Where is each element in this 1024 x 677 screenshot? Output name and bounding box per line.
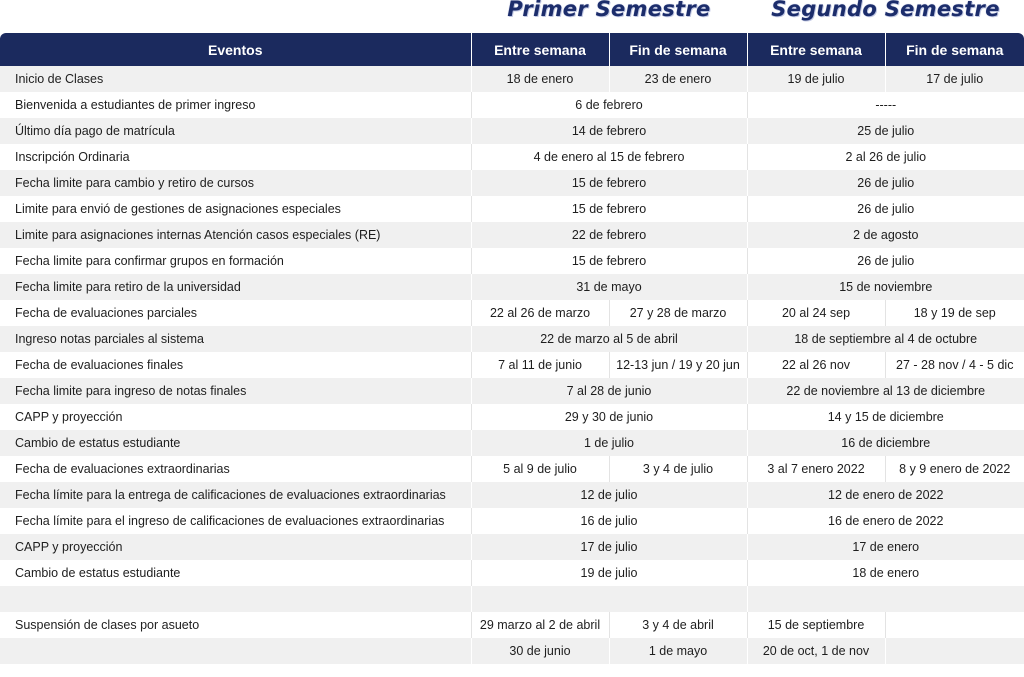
event-cell: Fecha limite para retiro de la universidad — [0, 274, 471, 300]
empty-cell — [747, 586, 1024, 612]
table-row — [0, 274, 1024, 300]
table-row — [0, 508, 1024, 534]
second-semester-title: Segundo Semestre — [771, 0, 1000, 21]
s1-date-cell: 22 de marzo al 5 de abril — [471, 326, 747, 352]
table-row — [0, 534, 1024, 560]
s1-weekend-cell: 23 de enero — [609, 66, 747, 92]
s1-date-cell: 14 de febrero — [471, 118, 747, 144]
s1-date-cell: 15 de febrero — [471, 170, 747, 196]
table-row — [0, 222, 1024, 248]
table-row — [0, 144, 1024, 170]
event-cell: CAPP y proyección — [0, 404, 471, 430]
spacer-row — [0, 586, 1024, 612]
event-cell: Limite para asignaciones internas Atención casos especiales (RE) — [0, 222, 471, 248]
table-row — [0, 378, 1024, 404]
suspension-date-cell — [885, 638, 1024, 664]
s2-weekend-cell: 27 - 28 nov / 4 - 5 dic — [885, 352, 1024, 378]
suspension-date-cell: 1 de mayo — [609, 638, 747, 664]
s2-date-cell: 16 de enero de 2022 — [747, 508, 1024, 534]
s2-date-cell: 26 de julio — [747, 196, 1024, 222]
empty-cell — [0, 586, 471, 612]
suspension-row — [0, 612, 1024, 638]
s2-weekend-cell: 18 y 19 de sep — [885, 300, 1024, 326]
s2-weekday-cell: 20 al 24 sep — [747, 300, 885, 326]
event-cell: Cambio de estatus estudiante — [0, 430, 471, 456]
event-cell: Inicio de Clases — [0, 66, 471, 92]
calendar-body — [0, 66, 1024, 664]
s1-date-cell: 29 y 30 de junio — [471, 404, 747, 430]
suspension-date-cell: 20 de oct, 1 de nov — [747, 638, 885, 664]
event-cell: Último día pago de matrícula — [0, 118, 471, 144]
table-row — [0, 456, 1024, 482]
s1-date-cell: 15 de febrero — [471, 248, 747, 274]
suspension-date-cell: 29 marzo al 2 de abril — [471, 612, 609, 638]
s2-date-cell: 18 de enero — [747, 560, 1024, 586]
event-cell: Suspensión de clases por asueto — [0, 612, 471, 638]
s2-date-cell: ----- — [747, 92, 1024, 118]
s2-weekday-cell: 3 al 7 enero 2022 — [747, 456, 885, 482]
event-cell: Inscripción Ordinaria — [0, 144, 471, 170]
suspension-date-cell: 15 de septiembre — [747, 612, 885, 638]
event-cell: Limite para envió de gestiones de asignaciones especiales — [0, 196, 471, 222]
table-row — [0, 430, 1024, 456]
s1-weekday-cell: 5 al 9 de julio — [471, 456, 609, 482]
s1-date-cell: 31 de mayo — [471, 274, 747, 300]
s1-date-cell: 12 de julio — [471, 482, 747, 508]
s1-weekday-cell: 7 al 11 de junio — [471, 352, 609, 378]
event-cell: Bienvenida a estudiantes de primer ingreso — [0, 92, 471, 118]
event-cell: Ingreso notas parciales al sistema — [0, 326, 471, 352]
s1-date-cell: 17 de julio — [471, 534, 747, 560]
table-row — [0, 560, 1024, 586]
event-cell: Fecha límite para la entrega de calificaciones de evaluaciones extraordinarias — [0, 482, 471, 508]
table-row — [0, 92, 1024, 118]
s1-date-cell: 16 de julio — [471, 508, 747, 534]
event-cell: Fecha de evaluaciones parciales — [0, 300, 471, 326]
events-column-header: Eventos — [0, 33, 471, 66]
academic-calendar-table — [0, 33, 1024, 664]
s1-weekend-cell: 3 y 4 de julio — [609, 456, 747, 482]
semester-headers — [0, 0, 1024, 33]
s1-date-cell: 4 de enero al 15 de febrero — [471, 144, 747, 170]
table-row — [0, 66, 1024, 92]
first-semester-title: Primer Semestre — [507, 0, 711, 21]
s1-date-cell: 6 de febrero — [471, 92, 747, 118]
s2-date-cell: 17 de enero — [747, 534, 1024, 560]
event-cell: Fecha limite para cambio y retiro de cursos — [0, 170, 471, 196]
s1-weekday-cell: 18 de enero — [471, 66, 609, 92]
s2-weekend-column-header: Fin de semana — [885, 33, 1024, 66]
s2-weekday-column-header: Entre semana — [747, 33, 885, 66]
suspension-row-continued — [0, 638, 1024, 664]
s2-date-cell: 12 de enero de 2022 — [747, 482, 1024, 508]
event-cell: Fecha límite para el ingreso de calificaciones de evaluaciones extraordinarias — [0, 508, 471, 534]
s2-date-cell: 26 de julio — [747, 248, 1024, 274]
event-cell: Fecha limite para confirmar grupos en formación — [0, 248, 471, 274]
suspension-date-cell: 30 de junio — [471, 638, 609, 664]
event-cell: CAPP y proyección — [0, 534, 471, 560]
s1-date-cell: 19 de julio — [471, 560, 747, 586]
s2-weekday-cell: 19 de julio — [747, 66, 885, 92]
table-row — [0, 326, 1024, 352]
table-row — [0, 352, 1024, 378]
table-row — [0, 118, 1024, 144]
s2-weekend-cell: 8 y 9 enero de 2022 — [885, 456, 1024, 482]
table-row — [0, 404, 1024, 430]
s2-date-cell: 2 al 26 de julio — [747, 144, 1024, 170]
header-row — [0, 33, 1024, 66]
s1-weekday-cell: 22 al 26 de marzo — [471, 300, 609, 326]
s2-date-cell: 25 de julio — [747, 118, 1024, 144]
event-cell: Fecha de evaluaciones finales — [0, 352, 471, 378]
s1-weekend-column-header: Fin de semana — [609, 33, 747, 66]
event-cell — [0, 638, 471, 664]
s1-weekend-cell: 12-13 jun / 19 y 20 jun — [609, 352, 747, 378]
s1-date-cell: 15 de febrero — [471, 196, 747, 222]
event-cell: Cambio de estatus estudiante — [0, 560, 471, 586]
s1-weekday-column-header: Entre semana — [471, 33, 609, 66]
s2-date-cell: 14 y 15 de diciembre — [747, 404, 1024, 430]
s1-date-cell: 22 de febrero — [471, 222, 747, 248]
empty-cell — [471, 586, 747, 612]
suspension-date-cell — [885, 612, 1024, 638]
table-row — [0, 170, 1024, 196]
table-row — [0, 248, 1024, 274]
s2-date-cell: 2 de agosto — [747, 222, 1024, 248]
s2-date-cell: 18 de septiembre al 4 de octubre — [747, 326, 1024, 352]
suspension-date-cell: 3 y 4 de abril — [609, 612, 747, 638]
s2-date-cell: 22 de noviembre al 13 de diciembre — [747, 378, 1024, 404]
s1-date-cell: 7 al 28 de junio — [471, 378, 747, 404]
table-row — [0, 300, 1024, 326]
event-cell: Fecha limite para ingreso de notas finales — [0, 378, 471, 404]
table-row — [0, 196, 1024, 222]
s2-weekday-cell: 22 al 26 nov — [747, 352, 885, 378]
s2-date-cell: 26 de julio — [747, 170, 1024, 196]
s2-weekend-cell: 17 de julio — [885, 66, 1024, 92]
s2-date-cell: 16 de diciembre — [747, 430, 1024, 456]
table-row — [0, 482, 1024, 508]
s1-weekend-cell: 27 y 28 de marzo — [609, 300, 747, 326]
s1-date-cell: 1 de julio — [471, 430, 747, 456]
s2-date-cell: 15 de noviembre — [747, 274, 1024, 300]
event-cell: Fecha de evaluaciones extraordinarias — [0, 456, 471, 482]
